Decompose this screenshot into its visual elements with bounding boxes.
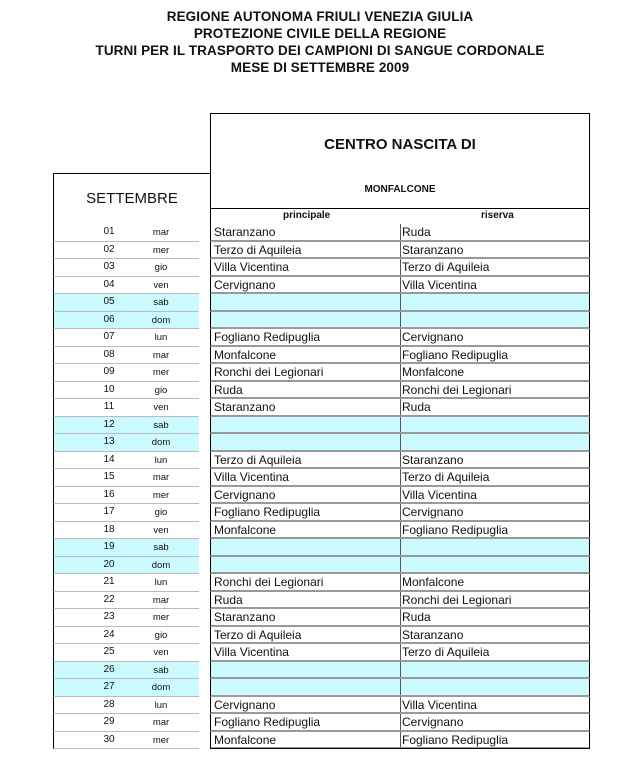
column-divider — [400, 294, 401, 310]
day-of-week: mar — [152, 227, 170, 238]
day-of-week: mer — [152, 734, 170, 746]
assignment-cells — [210, 627, 590, 645]
table-row — [53, 522, 590, 540]
column-headers — [210, 208, 590, 224]
principale-cell: Monfalcone — [214, 522, 277, 537]
riserva-cell: Fogliano Redipuglia — [402, 732, 509, 747]
day-number: 15 — [103, 471, 115, 482]
date-cells — [53, 592, 199, 610]
assignment-cells — [210, 294, 590, 312]
day-number: 30 — [103, 733, 115, 745]
principale-cell: Cervignano — [214, 487, 276, 502]
day-of-week: sab — [153, 542, 169, 553]
riserva-cell: Monfalcone — [402, 365, 465, 379]
column-divider — [400, 347, 401, 363]
day-of-week: mer — [152, 244, 170, 256]
day-of-week: lun — [154, 699, 168, 711]
date-cells — [53, 697, 199, 715]
day-number: 05 — [103, 296, 115, 307]
date-cells — [53, 557, 199, 575]
day-of-week: mer — [152, 367, 170, 378]
date-cells — [53, 609, 199, 627]
day-number: 18 — [103, 523, 115, 535]
day-of-week: mer — [152, 489, 170, 501]
day-of-week: gio — [154, 262, 168, 273]
date-cells — [53, 399, 199, 417]
day-of-week: gio — [154, 629, 168, 641]
column-divider — [400, 644, 401, 660]
day-number: 09 — [103, 366, 115, 377]
column-divider — [400, 382, 401, 398]
date-cells — [53, 679, 199, 697]
principale-cell: Fogliano Redipuglia — [214, 505, 321, 519]
assignment-cells — [210, 382, 590, 400]
principale-cell: Staranzano — [214, 610, 276, 624]
day-of-week: dom — [151, 437, 171, 448]
table-row — [53, 312, 590, 330]
date-cells — [53, 714, 199, 732]
assignment-cells — [210, 434, 590, 452]
date-cells — [53, 574, 199, 592]
column-divider — [400, 714, 401, 730]
column-divider — [400, 487, 401, 503]
day-of-week: lun — [154, 454, 168, 466]
day-of-week: sab — [153, 419, 169, 431]
date-cells — [53, 224, 199, 242]
assignment-cells — [210, 662, 590, 680]
assignment-cells — [210, 259, 590, 277]
day-number: 10 — [103, 383, 115, 395]
day-of-week: dom — [151, 682, 171, 693]
date-cells — [53, 329, 199, 347]
assignment-cells — [210, 487, 590, 505]
riserva-cell: Staranzano — [402, 452, 464, 467]
column-divider — [400, 592, 401, 608]
principale-cell: Monfalcone — [214, 732, 277, 747]
day-number: 13 — [103, 436, 115, 447]
assignment-cells — [210, 697, 590, 715]
column-header-principale: principale — [283, 210, 331, 221]
principale-cell: Staranzano — [214, 400, 276, 414]
date-cells — [53, 294, 199, 312]
date-cells — [53, 644, 199, 662]
date-cells — [53, 452, 199, 470]
day-of-week: lun — [154, 332, 168, 343]
column-divider — [400, 259, 401, 275]
assignment-cells — [210, 242, 590, 260]
riserva-cell: Terzo di Aquileia — [402, 470, 490, 484]
date-cells — [53, 434, 199, 452]
column-divider — [400, 557, 401, 573]
date-cells — [53, 487, 199, 505]
principale-cell: Villa Vicentina — [214, 470, 289, 484]
riserva-cell: Terzo di Aquileia — [402, 645, 490, 659]
day-number: 22 — [103, 593, 115, 605]
date-cells — [53, 469, 199, 487]
day-of-week: mar — [152, 594, 170, 606]
table-row — [53, 452, 590, 470]
assignment-cells — [210, 714, 590, 732]
table-row — [53, 539, 590, 557]
date-cells — [53, 522, 199, 540]
column-divider — [400, 452, 401, 468]
header-title: TURNI PER IL TRASPORTO DEI CAMPIONI DI SANGUE CORDONALE — [95, 43, 545, 58]
column-divider — [400, 609, 401, 625]
table-row — [53, 347, 590, 365]
riserva-cell: Ronchi dei Legionari — [402, 382, 512, 397]
day-number: 27 — [103, 681, 115, 692]
header-civil-protection: PROTEZIONE CIVILE DELLA REGIONE — [193, 26, 447, 41]
table-row — [53, 609, 590, 627]
date-cells — [53, 732, 199, 750]
principale-cell: Terzo di Aquileia — [214, 627, 302, 642]
assignment-cells — [210, 329, 590, 347]
riserva-cell: Villa Vicentina — [402, 487, 477, 502]
day-number: 23 — [103, 611, 115, 622]
date-cells — [53, 662, 199, 680]
month-label: SETTEMBRE — [86, 190, 178, 207]
table-row — [53, 732, 590, 750]
assignment-cells — [210, 347, 590, 365]
table-row — [53, 399, 590, 417]
principale-cell: Terzo di Aquileia — [214, 242, 302, 257]
date-cells — [53, 417, 199, 435]
table-row — [53, 417, 590, 435]
assignment-cells — [210, 592, 590, 610]
assignment-cells — [210, 539, 590, 557]
schedule-table — [53, 224, 590, 749]
assignment-cells — [210, 522, 590, 540]
day-of-week: sab — [153, 297, 169, 308]
day-of-week: dom — [151, 559, 171, 571]
day-number: 07 — [103, 331, 115, 342]
day-number: 29 — [103, 716, 115, 727]
column-divider — [400, 697, 401, 713]
day-of-week: lun — [154, 577, 168, 588]
column-divider — [400, 662, 401, 678]
column-divider — [400, 522, 401, 538]
day-number: 26 — [103, 663, 115, 675]
assignment-cells — [210, 277, 590, 295]
column-divider — [400, 504, 401, 520]
day-number: 12 — [103, 418, 115, 430]
center-title: CENTRO NASCITA DI — [324, 136, 476, 153]
table-row — [53, 627, 590, 645]
column-divider — [400, 627, 401, 643]
center-header-box — [210, 113, 590, 208]
date-cells — [53, 627, 199, 645]
day-of-week: mar — [152, 717, 170, 728]
column-divider — [400, 277, 401, 293]
column-divider — [400, 399, 401, 415]
column-divider — [400, 732, 401, 748]
column-divider — [400, 434, 401, 450]
assignment-cells — [210, 679, 590, 697]
date-cells — [53, 504, 199, 522]
column-header-riserva: riserva — [481, 210, 514, 221]
assignment-cells — [210, 644, 590, 662]
date-cells — [53, 539, 199, 557]
header-month: MESE DI SETTEMBRE 2009 — [230, 60, 410, 75]
column-divider — [400, 242, 401, 258]
column-divider — [400, 539, 401, 555]
table-row — [53, 644, 590, 662]
principale-cell: Ruda — [214, 592, 243, 607]
principale-cell: Ronchi dei Legionari — [214, 575, 324, 589]
table-row — [53, 242, 590, 260]
principale-cell: Staranzano — [214, 225, 276, 239]
assignment-cells — [210, 364, 590, 382]
date-cells — [53, 259, 199, 277]
riserva-cell: Cervignano — [402, 505, 464, 519]
header-region: REGIONE AUTONOMA FRIULI VENEZIA GIULIA — [166, 9, 474, 24]
date-cells — [53, 312, 199, 330]
date-cells — [53, 347, 199, 365]
day-number: 11 — [103, 401, 115, 412]
riserva-cell: Cervignano — [402, 330, 464, 344]
day-of-week: mer — [152, 612, 170, 623]
principale-cell: Fogliano Redipuglia — [214, 330, 321, 344]
day-number: 25 — [103, 646, 115, 657]
table-row — [53, 277, 590, 295]
assignment-cells — [210, 557, 590, 575]
day-number: 04 — [103, 278, 115, 290]
assignment-cells — [210, 417, 590, 435]
table-row — [53, 557, 590, 575]
day-of-week: gio — [154, 384, 168, 396]
day-number: 24 — [103, 628, 115, 640]
table-row — [53, 679, 590, 697]
column-divider — [400, 469, 401, 485]
principale-cell: Ronchi dei Legionari — [214, 365, 324, 379]
table-row — [53, 504, 590, 522]
principale-cell: Cervignano — [214, 697, 276, 712]
day-number: 14 — [103, 453, 115, 465]
table-row — [53, 469, 590, 487]
day-number: 03 — [103, 261, 115, 272]
table-row — [53, 662, 590, 680]
day-of-week: ven — [153, 647, 169, 658]
principale-cell: Villa Vicentina — [214, 645, 289, 659]
column-divider — [400, 329, 401, 345]
table-row — [53, 592, 590, 610]
day-of-week: sab — [153, 664, 169, 676]
day-number: 20 — [103, 558, 115, 570]
riserva-cell: Staranzano — [402, 627, 464, 642]
table-row — [53, 294, 590, 312]
day-of-week: gio — [154, 507, 168, 518]
table-row — [53, 487, 590, 505]
table-bottom-border — [210, 748, 590, 749]
date-cells — [53, 382, 199, 400]
riserva-cell: Terzo di Aquileia — [402, 260, 490, 274]
assignment-cells — [210, 312, 590, 330]
riserva-cell: Villa Vicentina — [402, 697, 477, 712]
riserva-cell: Cervignano — [402, 715, 464, 729]
day-number: 02 — [103, 243, 115, 255]
table-row — [53, 434, 590, 452]
principale-cell: Monfalcone — [214, 347, 277, 362]
day-number: 01 — [103, 226, 115, 237]
day-of-week: mar — [152, 349, 170, 361]
day-number: 21 — [103, 576, 115, 587]
table-row — [53, 259, 590, 277]
assignment-cells — [210, 574, 590, 592]
riserva-cell: Monfalcone — [402, 575, 465, 589]
column-divider — [400, 312, 401, 328]
day-of-week: ven — [153, 524, 169, 536]
column-divider — [400, 417, 401, 433]
column-divider — [400, 224, 401, 240]
principale-cell: Cervignano — [214, 277, 276, 292]
table-row — [53, 382, 590, 400]
riserva-cell: Ruda — [402, 610, 431, 624]
center-subtitle: MONFALCONE — [364, 184, 436, 195]
riserva-cell: Staranzano — [402, 242, 464, 257]
table-row — [53, 574, 590, 592]
day-of-week: mar — [152, 472, 170, 483]
assignment-cells — [210, 469, 590, 487]
table-row — [53, 224, 590, 242]
riserva-cell: Ronchi dei Legionari — [402, 592, 512, 607]
principale-cell: Villa Vicentina — [214, 260, 289, 274]
riserva-cell: Fogliano Redipuglia — [402, 522, 509, 537]
principale-cell: Terzo di Aquileia — [214, 452, 302, 467]
principale-cell: Ruda — [214, 382, 243, 397]
day-number: 16 — [103, 488, 115, 500]
table-row — [53, 714, 590, 732]
day-of-week: dom — [151, 314, 171, 326]
riserva-cell: Ruda — [402, 400, 431, 414]
day-number: 19 — [103, 541, 115, 552]
document-header — [0, 8, 640, 76]
date-cells — [53, 364, 199, 382]
riserva-cell: Ruda — [402, 225, 431, 239]
assignment-cells — [210, 224, 590, 242]
table-row — [53, 364, 590, 382]
riserva-cell: Villa Vicentina — [402, 277, 477, 292]
table-row — [53, 329, 590, 347]
principale-cell: Fogliano Redipuglia — [214, 715, 321, 729]
column-divider — [400, 679, 401, 695]
date-cells — [53, 242, 199, 260]
table-row — [53, 697, 590, 715]
day-of-week: ven — [153, 279, 169, 291]
day-number: 08 — [103, 348, 115, 360]
column-divider — [400, 364, 401, 380]
assignment-cells — [210, 504, 590, 522]
day-number: 17 — [103, 506, 115, 517]
assignment-cells — [210, 399, 590, 417]
riserva-cell: Fogliano Redipuglia — [402, 347, 509, 362]
day-number: 06 — [103, 313, 115, 325]
column-divider — [400, 574, 401, 590]
month-header-box — [53, 173, 211, 224]
assignment-cells — [210, 609, 590, 627]
date-cells — [53, 277, 199, 295]
assignment-cells — [210, 732, 590, 750]
assignment-cells — [210, 452, 590, 470]
day-of-week: ven — [153, 402, 169, 413]
day-number: 28 — [103, 698, 115, 710]
